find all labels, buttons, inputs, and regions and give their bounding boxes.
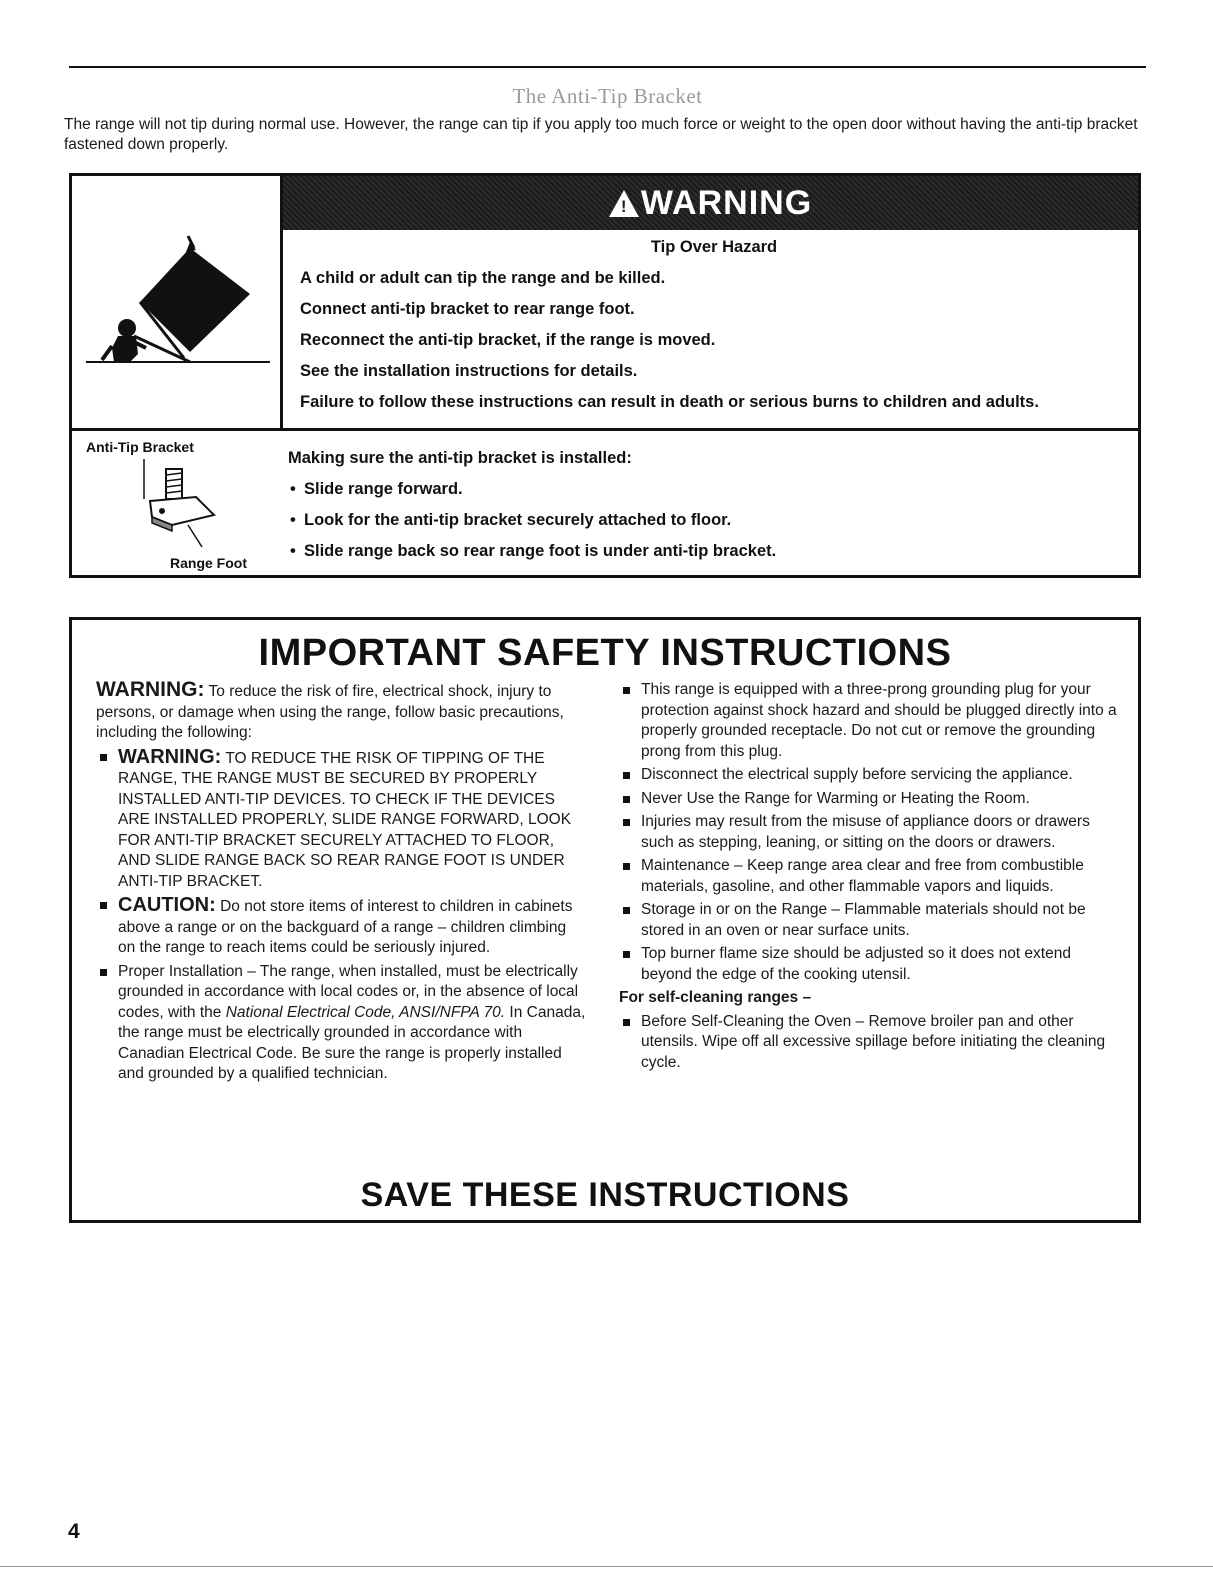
safety-item: Top burner flame size should be adjusted so it does not extend beyond the edge of the cooking utensil.: [619, 944, 1119, 985]
warning-line: A child or adult can tip the range and be killed.: [300, 269, 666, 287]
bullet-icon: [623, 863, 630, 870]
warning-line: Failure to follow these instructions can result in death or serious burns to children and adults.: [300, 393, 1039, 411]
warning-header-label: WARNING: [640, 183, 813, 222]
bullet-icon: [100, 902, 107, 909]
warning-line: Reconnect the anti-tip bracket, if the range is moved.: [300, 331, 716, 349]
safety-item: Maintenance – Keep range area clear and free from combustible materials, gasoline, and other flammable vapors and liquids.: [619, 856, 1119, 897]
important-title: IMPORTANT SAFETY INSTRUCTIONS: [258, 632, 952, 674]
lead-text: To reduce the risk of fire, electrical shock, injury to persons, or damage when using the range, follow basic precautions, including the following:: [96, 683, 564, 741]
bullet-icon: [623, 907, 630, 914]
lead-warning-label: WARNING:: [96, 678, 205, 701]
safety-item: Proper Installation – The range, when installed, must be electrically grounded in accordance with local codes or, in the absence of local codes, with the National Electrical Code, ANSI/NFPA 70. In Canada, the range must be electrically grounded in accordance with Canadian Electrical Code. Be sure the range is properly installed and grounded by a qualified technician.: [96, 962, 586, 1085]
bullet-icon: [623, 772, 630, 779]
bullet-icon: [623, 951, 630, 958]
safety-item: Disconnect the electrical supply before servicing the appliance.: [619, 765, 1119, 786]
safety-item: Before Self-Cleaning the Oven – Remove broiler pan and other utensils. Wipe off all excessive spillage before initiating the cleaning cycle.: [619, 1012, 1119, 1074]
bullet-icon: [623, 687, 630, 694]
warning-line: See the installation instructions for details.: [300, 362, 638, 380]
warning-line: Connect anti-tip bracket to rear range foot.: [300, 300, 635, 318]
safety-item: WARNING: TO REDUCE THE RISK OF TIPPING OF THE RANGE, THE RANGE MUST BE SECURED BY PROPERLY INSTALLED ANTI-TIP DEVICES. TO CHECK IF THE DEVICES ARE INSTALLED PROPERLY, SLIDE RANGE FORWARD, LOOK FOR ANTI-TIP BRACKET SECURELY ATTACHED TO FLOOR, AND SLIDE RANGE BACK SO REAR RANGE FOOT IS UNDER ANTI-TIP BRACKET.: [96, 747, 586, 893]
warning-box: [69, 173, 1141, 578]
page-number: 4: [68, 1520, 80, 1543]
check-heading: Making sure the anti-tip bracket is installed:: [288, 449, 632, 467]
bullet-icon: [100, 754, 107, 761]
safety-item: This range is equipped with a three-prong grounding plug for your protection against shock hazard and should be plugged directly into a properly grounded receptacle. Do not cut or remove the grounding prong from this plug.: [619, 680, 1119, 762]
anti-tip-bracket-icon: [132, 459, 232, 549]
bullet-icon: [623, 819, 630, 826]
warning-header: [283, 176, 1138, 230]
bullet-icon: [100, 969, 107, 976]
bottom-rule: [0, 1566, 1213, 1567]
safety-item: Storage in or on the Range – Flammable materials should not be stored in an oven or near surface units.: [619, 900, 1119, 941]
anti-tip-bracket-label: Anti-Tip Bracket: [86, 439, 194, 455]
tipping-range-icon: [72, 176, 277, 424]
anti-tip-check-steps: [288, 449, 776, 573]
tip-over-illustration: [72, 176, 283, 428]
safety-item: Injuries may result from the misuse of appliance doors or drawers such as stepping, leaning, or sitting on the doors or drawers.: [619, 812, 1119, 853]
check-step: • Look for the anti-tip bracket securely attached to floor.: [290, 511, 732, 529]
save-instructions: SAVE THESE INSTRUCTIONS: [360, 1176, 850, 1214]
self-cleaning-heading: For self-cleaning ranges –: [619, 989, 812, 1006]
lead-paragraph: [96, 680, 586, 744]
section-title: The Anti-Tip Bracket: [512, 84, 703, 108]
warning-triangle-icon: !: [609, 190, 639, 217]
warning-lines: [300, 238, 1128, 424]
important-safety-box: [69, 617, 1141, 1223]
safety-item: Never Use the Range for Warming or Heating the Room.: [619, 789, 1119, 810]
top-rule: [69, 66, 1146, 68]
bullet-icon: [623, 796, 630, 803]
intro-paragraph: The range will not tip during normal use. However, the range can tip if you apply too much force or weight to the open door without having the anti-tip bracket fastened down properly.: [64, 116, 1138, 153]
bullet-icon: [623, 1019, 630, 1026]
safety-item: CAUTION: Do not store items of interest to children in cabinets above a range or on the backguard of a range – children climbing on the range to reach items could be seriously injured.: [96, 895, 586, 959]
range-foot-label: Range Foot: [170, 555, 247, 571]
hazard-title: Tip Over Hazard: [650, 238, 778, 256]
right-column: [619, 680, 1119, 1073]
check-step: • Slide range forward.: [290, 480, 463, 498]
warning-divider: [72, 428, 1138, 431]
left-column: [96, 680, 586, 1085]
check-step: • Slide range back so rear range foot is under anti-tip bracket.: [290, 542, 777, 560]
